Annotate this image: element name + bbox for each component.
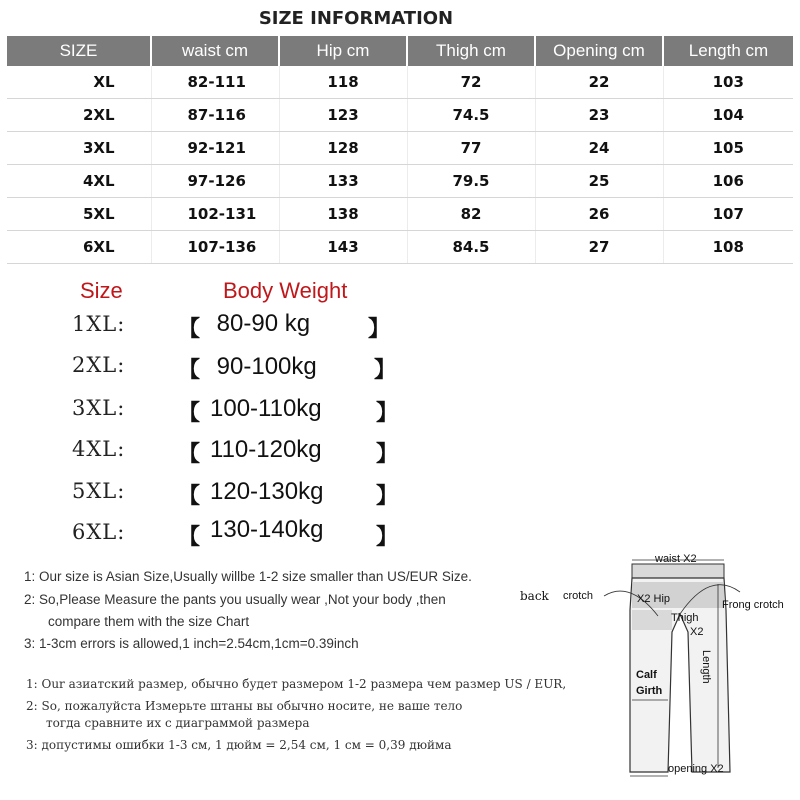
cell-opening: 22 <box>535 66 663 99</box>
page-title: SIZE INFORMATION <box>258 8 454 29</box>
diagram-length-label: Length <box>700 650 712 684</box>
open-bracket: 【 <box>178 358 201 383</box>
note-en-1: 1: Our size is Asian Size,Usually willbe 1-2 size smaller than US/EUR Size. <box>24 569 472 584</box>
table-row <box>7 198 793 231</box>
weight-header-weight: Body Weight <box>223 278 348 303</box>
cell-length: 103 <box>663 66 793 99</box>
cell-size: 6XL <box>7 231 151 264</box>
cell-hip: 138 <box>279 198 407 231</box>
cell-thigh: 79.5 <box>407 165 535 198</box>
header-length: Length cm <box>663 36 793 66</box>
cell-length: 104 <box>663 99 793 132</box>
cell-thigh: 72 <box>407 66 535 99</box>
cell-waist: 87-116 <box>151 99 279 132</box>
header-waist: waist cm <box>151 36 279 66</box>
cell-length: 107 <box>663 198 793 231</box>
table-row <box>7 99 793 132</box>
cell-waist: 97-126 <box>151 165 279 198</box>
diagram-waist-label: waist X2 <box>655 553 697 565</box>
weight-value: 80-90 kg <box>210 310 311 337</box>
table-row <box>7 66 793 99</box>
weight-value: 110-120kg <box>210 436 322 463</box>
cell-opening: 24 <box>535 132 663 165</box>
cell-waist: 92-121 <box>151 132 279 165</box>
cell-waist: 82-111 <box>151 66 279 99</box>
diagram-thigh-label: Thigh <box>671 612 699 624</box>
note-en-3: 3: 1-3cm errors is allowed,1 inch=2.54cm,1cm=0.39inch <box>24 636 359 651</box>
cell-hip: 123 <box>279 99 407 132</box>
header-opening: Opening cm <box>535 36 663 66</box>
diagram-back-label: back <box>520 589 549 603</box>
cell-hip: 128 <box>279 132 407 165</box>
weight-size-label: 5XL: <box>72 479 126 503</box>
open-bracket: 【 <box>178 484 201 509</box>
close-bracket: 】 <box>368 317 391 342</box>
note-en-2b: compare them with the size Chart <box>48 614 250 629</box>
cell-size: 4XL <box>7 165 151 198</box>
cell-thigh: 82 <box>407 198 535 231</box>
table-header-row <box>7 36 793 66</box>
close-bracket: 】 <box>374 358 397 383</box>
weight-value: 90-100kg <box>210 353 317 380</box>
note-ru-3: 3: допустимы ошибки 1-3 см, 1 дюйм = 2,54 см, 1 см = 0,39 дюйма <box>26 738 452 752</box>
table-row <box>7 231 793 264</box>
close-bracket: 】 <box>376 401 399 426</box>
close-bracket: 】 <box>376 525 399 550</box>
diagram-hip-label: X2 Hip <box>637 593 671 605</box>
cell-waist: 102-131 <box>151 198 279 231</box>
diagram-girth-label: Girth <box>636 685 663 697</box>
header-thigh: Thigh cm <box>407 36 535 66</box>
header-size: SIZE <box>7 36 151 66</box>
note-en-2: 2: So,Please Measure the pants you usually wear ,Not your body ,then <box>24 592 446 607</box>
diagram-front-crotch-label: Frong crotch <box>722 599 784 611</box>
close-bracket: 】 <box>376 442 399 467</box>
cell-thigh: 74.5 <box>407 99 535 132</box>
open-bracket: 【 <box>178 442 201 467</box>
weight-value: 120-130kg <box>210 478 324 505</box>
table-row <box>7 132 793 165</box>
diagram-opening-label: opening X2 <box>668 763 724 775</box>
pants-diagram <box>560 550 800 790</box>
weight-size-label: 4XL: <box>72 437 126 461</box>
weight-size-label: 6XL: <box>72 520 126 544</box>
cell-hip: 133 <box>279 165 407 198</box>
weight-value: 100-110kg <box>210 395 322 422</box>
cell-size: 3XL <box>7 132 151 165</box>
header-hip: Hip cm <box>279 36 407 66</box>
table-row <box>7 165 793 198</box>
cell-opening: 26 <box>535 198 663 231</box>
open-bracket: 【 <box>178 401 201 426</box>
cell-waist: 107-136 <box>151 231 279 264</box>
cell-opening: 25 <box>535 165 663 198</box>
open-bracket: 【 <box>178 525 201 550</box>
weight-value: 130-140kg <box>210 516 324 543</box>
close-bracket: 】 <box>376 484 399 509</box>
diagram-calf-label: Calf <box>636 669 657 681</box>
cell-length: 108 <box>663 231 793 264</box>
diagram-thigh-x2-label: X2 <box>690 626 704 638</box>
note-ru-1: 1: Our азиатский размер, обычно будет размером 1-2 размера чем размер US / EUR, <box>26 677 567 691</box>
size-table <box>7 36 793 264</box>
cell-opening: 23 <box>535 99 663 132</box>
cell-thigh: 77 <box>407 132 535 165</box>
note-ru-2: 2: So, пожалуйста Измерьте штаны вы обычно носите, не ваше тело <box>26 699 463 713</box>
weight-header-size: Size <box>80 278 123 303</box>
weight-size-label: 3XL: <box>72 396 126 420</box>
cell-length: 105 <box>663 132 793 165</box>
cell-thigh: 84.5 <box>407 231 535 264</box>
note-ru-2b: тогда сравните их с диаграммой размера <box>46 716 310 730</box>
cell-opening: 27 <box>535 231 663 264</box>
cell-length: 106 <box>663 165 793 198</box>
weight-size-label: 1XL: <box>72 312 126 336</box>
open-bracket: 【 <box>178 317 201 342</box>
cell-hip: 143 <box>279 231 407 264</box>
cell-hip: 118 <box>279 66 407 99</box>
cell-size: 5XL <box>7 198 151 231</box>
cell-size: 2XL <box>7 99 151 132</box>
cell-size: XL <box>7 66 151 99</box>
diagram-back-crotch-label: crotch <box>563 590 593 602</box>
weight-size-label: 2XL: <box>72 353 126 377</box>
